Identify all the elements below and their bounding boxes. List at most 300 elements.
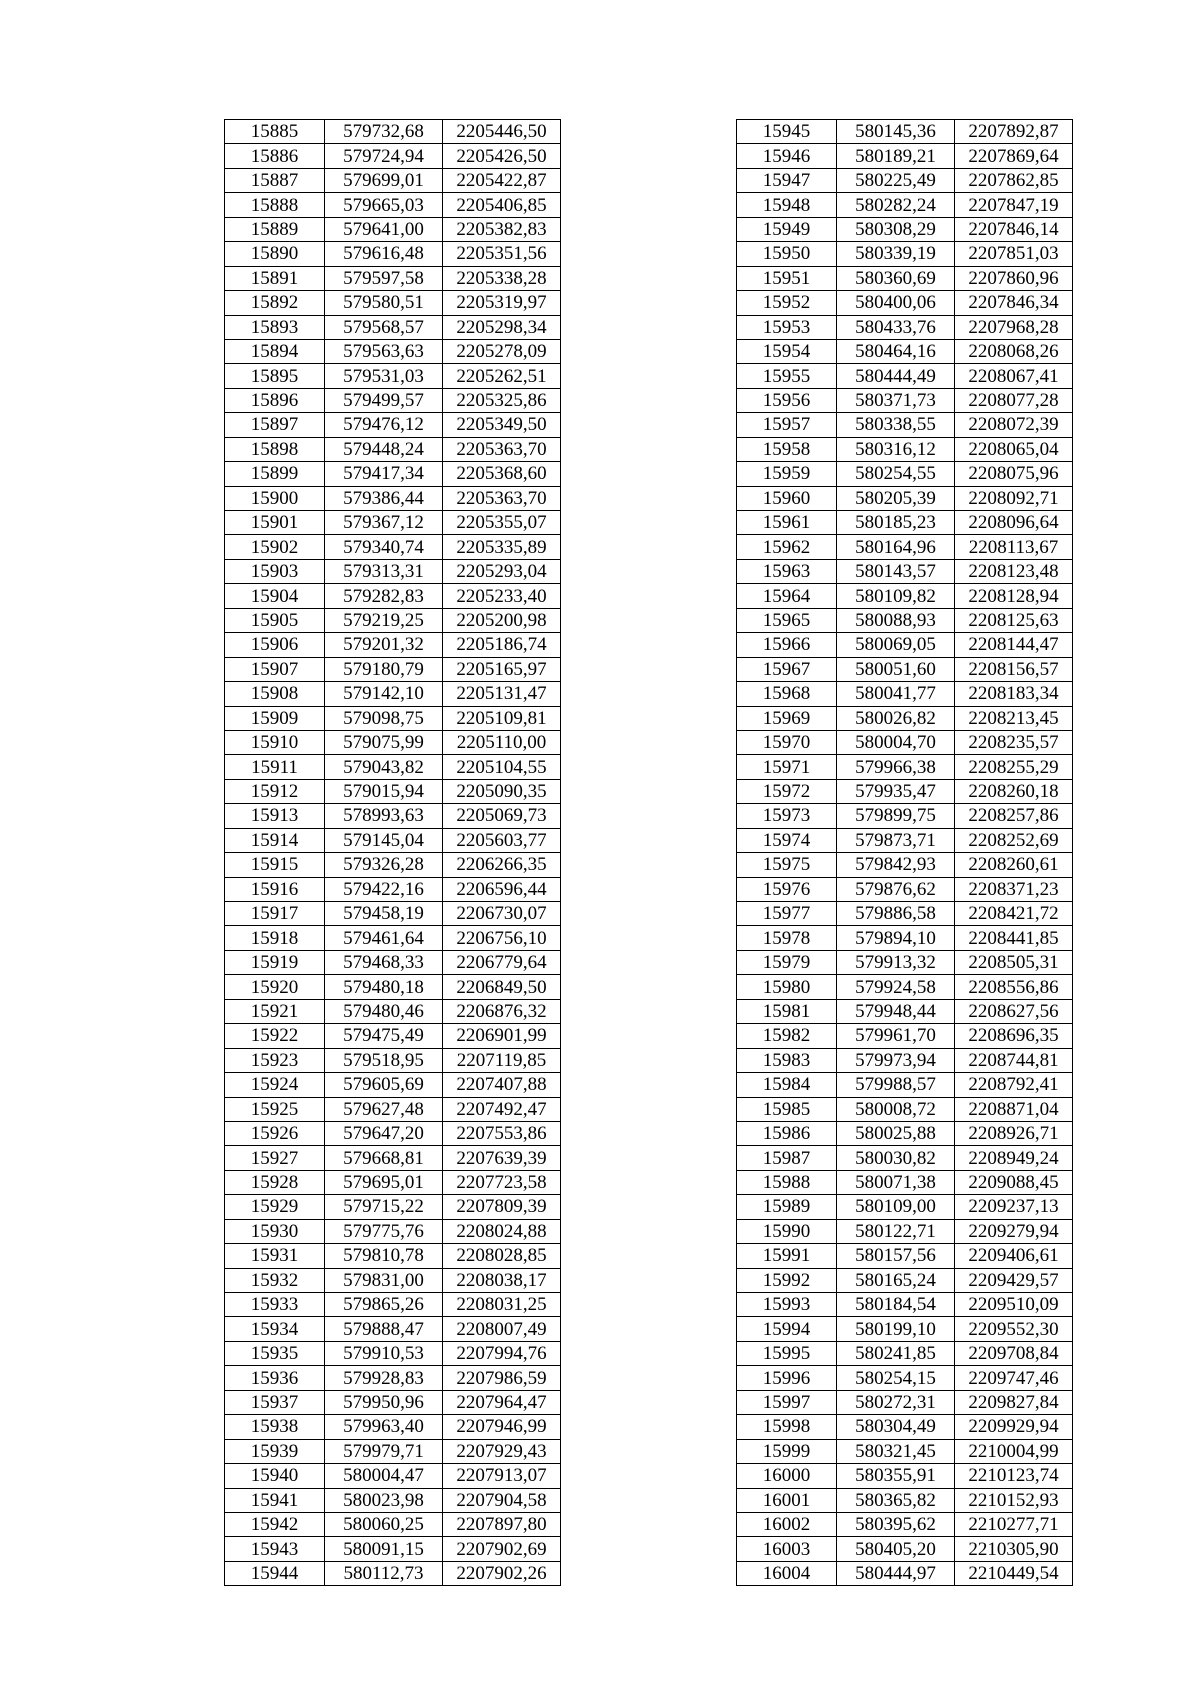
point-number-cell: 15943 — [225, 1537, 325, 1561]
table-row — [737, 975, 1073, 999]
table-row — [225, 1561, 561, 1585]
table-row — [737, 511, 1073, 535]
x-coordinate-cell: 580109,82 — [837, 584, 955, 608]
point-number-cell: 15927 — [225, 1146, 325, 1170]
x-coordinate-cell: 580041,77 — [837, 682, 955, 706]
x-coordinate-cell: 579647,20 — [325, 1121, 443, 1145]
table-row — [225, 339, 561, 363]
y-coordinate-cell: 2206901,99 — [443, 1024, 561, 1048]
x-coordinate-cell: 580008,72 — [837, 1097, 955, 1121]
x-coordinate-cell: 580145,36 — [837, 120, 955, 144]
y-coordinate-cell: 2206730,07 — [443, 902, 561, 926]
table-row — [737, 1488, 1073, 1512]
point-number-cell: 15964 — [737, 584, 837, 608]
y-coordinate-cell: 2207913,07 — [443, 1464, 561, 1488]
table-row — [737, 1024, 1073, 1048]
table-row — [225, 1366, 561, 1390]
x-coordinate-cell: 580060,25 — [325, 1512, 443, 1536]
point-number-cell: 15941 — [225, 1488, 325, 1512]
x-coordinate-cell: 579098,75 — [325, 706, 443, 730]
x-coordinate-cell: 579886,58 — [837, 902, 955, 926]
x-coordinate-cell: 579699,01 — [325, 168, 443, 192]
point-number-cell: 15896 — [225, 388, 325, 412]
table-row — [737, 999, 1073, 1023]
table-row — [737, 633, 1073, 657]
point-number-cell: 15950 — [737, 242, 837, 266]
point-number-cell: 15987 — [737, 1146, 837, 1170]
table-row — [737, 413, 1073, 437]
table-row — [225, 926, 561, 950]
y-coordinate-cell: 2208255,29 — [955, 755, 1073, 779]
y-coordinate-cell: 2208926,71 — [955, 1121, 1073, 1145]
y-coordinate-cell: 2208744,81 — [955, 1048, 1073, 1072]
point-number-cell: 15922 — [225, 1024, 325, 1048]
x-coordinate-cell: 579468,33 — [325, 950, 443, 974]
coordinate-table-body — [737, 120, 1073, 1586]
table-row — [225, 193, 561, 217]
y-coordinate-cell: 2208038,17 — [443, 1268, 561, 1292]
table-row — [225, 1244, 561, 1268]
y-coordinate-cell: 2208441,85 — [955, 926, 1073, 950]
y-coordinate-cell: 2205110,00 — [443, 730, 561, 754]
point-number-cell: 15995 — [737, 1341, 837, 1365]
coordinate-table-left — [224, 119, 561, 1586]
point-number-cell: 15905 — [225, 608, 325, 632]
y-coordinate-cell: 2205293,04 — [443, 559, 561, 583]
y-coordinate-cell: 2207862,85 — [955, 168, 1073, 192]
table-row — [225, 511, 561, 535]
point-number-cell: 15897 — [225, 413, 325, 437]
x-coordinate-cell: 580371,73 — [837, 388, 955, 412]
y-coordinate-cell: 2208252,69 — [955, 828, 1073, 852]
y-coordinate-cell: 2205363,70 — [443, 437, 561, 461]
table-row — [225, 1170, 561, 1194]
table-row — [225, 413, 561, 437]
table-row — [225, 1219, 561, 1243]
y-coordinate-cell: 2205186,74 — [443, 633, 561, 657]
y-coordinate-cell: 2207968,28 — [955, 315, 1073, 339]
table-row — [225, 1146, 561, 1170]
point-number-cell: 15929 — [225, 1195, 325, 1219]
table-row — [225, 706, 561, 730]
y-coordinate-cell: 2209929,94 — [955, 1415, 1073, 1439]
table-row — [737, 1439, 1073, 1463]
x-coordinate-cell: 579605,69 — [325, 1073, 443, 1097]
x-coordinate-cell: 579616,48 — [325, 242, 443, 266]
y-coordinate-cell: 2207994,76 — [443, 1341, 561, 1365]
table-row — [737, 755, 1073, 779]
table-row — [737, 535, 1073, 559]
x-coordinate-cell: 580091,15 — [325, 1537, 443, 1561]
point-number-cell: 15953 — [737, 315, 837, 339]
y-coordinate-cell: 2205298,34 — [443, 315, 561, 339]
point-number-cell: 15919 — [225, 950, 325, 974]
point-number-cell: 15976 — [737, 877, 837, 901]
point-number-cell: 15969 — [737, 706, 837, 730]
table-row — [225, 828, 561, 852]
y-coordinate-cell: 2205349,50 — [443, 413, 561, 437]
table-row — [737, 1366, 1073, 1390]
x-coordinate-cell: 579948,44 — [837, 999, 955, 1023]
point-number-cell: 15926 — [225, 1121, 325, 1145]
y-coordinate-cell: 2208028,85 — [443, 1244, 561, 1268]
y-coordinate-cell: 2207904,58 — [443, 1488, 561, 1512]
y-coordinate-cell: 2208505,31 — [955, 950, 1073, 974]
table-row — [225, 779, 561, 803]
x-coordinate-cell: 580026,82 — [837, 706, 955, 730]
table-row — [737, 1195, 1073, 1219]
y-coordinate-cell: 2205338,28 — [443, 266, 561, 290]
x-coordinate-cell: 579580,51 — [325, 291, 443, 315]
x-coordinate-cell: 579201,32 — [325, 633, 443, 657]
x-coordinate-cell: 579732,68 — [325, 120, 443, 144]
point-number-cell: 15904 — [225, 584, 325, 608]
x-coordinate-cell: 579950,96 — [325, 1390, 443, 1414]
x-coordinate-cell: 579873,71 — [837, 828, 955, 852]
table-row — [737, 1048, 1073, 1072]
x-coordinate-cell: 580464,16 — [837, 339, 955, 363]
table-row — [737, 1219, 1073, 1243]
point-number-cell: 15971 — [737, 755, 837, 779]
y-coordinate-cell: 2207119,85 — [443, 1048, 561, 1072]
table-row — [737, 853, 1073, 877]
table-row — [225, 1390, 561, 1414]
table-row — [225, 462, 561, 486]
point-number-cell: 15908 — [225, 682, 325, 706]
y-coordinate-cell: 2208556,86 — [955, 975, 1073, 999]
x-coordinate-cell: 580023,98 — [325, 1488, 443, 1512]
x-coordinate-cell: 580355,91 — [837, 1464, 955, 1488]
x-coordinate-cell: 579461,64 — [325, 926, 443, 950]
y-coordinate-cell: 2205104,55 — [443, 755, 561, 779]
point-number-cell: 15934 — [225, 1317, 325, 1341]
x-coordinate-cell: 580395,62 — [837, 1512, 955, 1536]
table-row — [225, 853, 561, 877]
y-coordinate-cell: 2207897,80 — [443, 1512, 561, 1536]
y-coordinate-cell: 2207639,39 — [443, 1146, 561, 1170]
y-coordinate-cell: 2209406,61 — [955, 1244, 1073, 1268]
point-number-cell: 15916 — [225, 877, 325, 901]
x-coordinate-cell: 579476,12 — [325, 413, 443, 437]
x-coordinate-cell: 579894,10 — [837, 926, 955, 950]
point-number-cell: 15902 — [225, 535, 325, 559]
point-number-cell: 15977 — [737, 902, 837, 926]
x-coordinate-cell: 580030,82 — [837, 1146, 955, 1170]
y-coordinate-cell: 2209279,94 — [955, 1219, 1073, 1243]
x-coordinate-cell: 579627,48 — [325, 1097, 443, 1121]
table-row — [737, 1170, 1073, 1194]
x-coordinate-cell: 580225,49 — [837, 168, 955, 192]
point-number-cell: 15978 — [737, 926, 837, 950]
point-number-cell: 15933 — [225, 1293, 325, 1317]
x-coordinate-cell: 579563,63 — [325, 339, 443, 363]
y-coordinate-cell: 2205109,81 — [443, 706, 561, 730]
x-coordinate-cell: 580122,71 — [837, 1219, 955, 1243]
point-number-cell: 16003 — [737, 1537, 837, 1561]
y-coordinate-cell: 2209237,13 — [955, 1195, 1073, 1219]
x-coordinate-cell: 579367,12 — [325, 511, 443, 535]
y-coordinate-cell: 2208144,47 — [955, 633, 1073, 657]
x-coordinate-cell: 579842,93 — [837, 853, 955, 877]
point-number-cell: 15993 — [737, 1293, 837, 1317]
x-coordinate-cell: 580339,19 — [837, 242, 955, 266]
table-row — [225, 1341, 561, 1365]
x-coordinate-cell: 580071,38 — [837, 1170, 955, 1194]
point-number-cell: 15967 — [737, 657, 837, 681]
point-number-cell: 15990 — [737, 1219, 837, 1243]
table-row — [737, 462, 1073, 486]
point-number-cell: 15907 — [225, 657, 325, 681]
table-row — [225, 1317, 561, 1341]
point-number-cell: 15947 — [737, 168, 837, 192]
point-number-cell: 15935 — [225, 1341, 325, 1365]
x-coordinate-cell: 579876,62 — [837, 877, 955, 901]
x-coordinate-cell: 579935,47 — [837, 779, 955, 803]
table-row — [737, 168, 1073, 192]
table-row — [737, 242, 1073, 266]
x-coordinate-cell: 579475,49 — [325, 1024, 443, 1048]
table-row — [737, 657, 1073, 681]
x-coordinate-cell: 580189,21 — [837, 144, 955, 168]
table-row — [225, 168, 561, 192]
table-row — [225, 266, 561, 290]
x-coordinate-cell: 580338,55 — [837, 413, 955, 437]
point-number-cell: 16001 — [737, 1488, 837, 1512]
y-coordinate-cell: 2205355,07 — [443, 511, 561, 535]
x-coordinate-cell: 579810,78 — [325, 1244, 443, 1268]
table-row — [225, 315, 561, 339]
point-number-cell: 15911 — [225, 755, 325, 779]
x-coordinate-cell: 579888,47 — [325, 1317, 443, 1341]
point-number-cell: 15951 — [737, 266, 837, 290]
y-coordinate-cell: 2205131,47 — [443, 682, 561, 706]
y-coordinate-cell: 2210277,71 — [955, 1512, 1073, 1536]
y-coordinate-cell: 2205368,60 — [443, 462, 561, 486]
y-coordinate-cell: 2207723,58 — [443, 1170, 561, 1194]
y-coordinate-cell: 2210004,99 — [955, 1439, 1073, 1463]
y-coordinate-cell: 2207407,88 — [443, 1073, 561, 1097]
point-number-cell: 15945 — [737, 120, 837, 144]
x-coordinate-cell: 579668,81 — [325, 1146, 443, 1170]
x-coordinate-cell: 579913,32 — [837, 950, 955, 974]
y-coordinate-cell: 2210123,74 — [955, 1464, 1073, 1488]
point-number-cell: 15991 — [737, 1244, 837, 1268]
x-coordinate-cell: 579724,94 — [325, 144, 443, 168]
table-row — [737, 828, 1073, 852]
point-number-cell: 15909 — [225, 706, 325, 730]
y-coordinate-cell: 2208068,26 — [955, 339, 1073, 363]
point-number-cell: 15915 — [225, 853, 325, 877]
x-coordinate-cell: 579015,94 — [325, 779, 443, 803]
table-row — [737, 1464, 1073, 1488]
y-coordinate-cell: 2209088,45 — [955, 1170, 1073, 1194]
x-coordinate-cell: 579988,57 — [837, 1073, 955, 1097]
y-coordinate-cell: 2205090,35 — [443, 779, 561, 803]
table-row — [737, 339, 1073, 363]
y-coordinate-cell: 2208156,57 — [955, 657, 1073, 681]
x-coordinate-cell: 580004,47 — [325, 1464, 443, 1488]
x-coordinate-cell: 579568,57 — [325, 315, 443, 339]
y-coordinate-cell: 2207929,43 — [443, 1439, 561, 1463]
y-coordinate-cell: 2205069,73 — [443, 804, 561, 828]
point-number-cell: 15936 — [225, 1366, 325, 1390]
x-coordinate-cell: 579282,83 — [325, 584, 443, 608]
table-row — [737, 926, 1073, 950]
point-number-cell: 15998 — [737, 1415, 837, 1439]
y-coordinate-cell: 2206266,35 — [443, 853, 561, 877]
x-coordinate-cell: 580205,39 — [837, 486, 955, 510]
x-coordinate-cell: 579963,40 — [325, 1415, 443, 1439]
y-coordinate-cell: 2205319,97 — [443, 291, 561, 315]
y-coordinate-cell: 2205351,56 — [443, 242, 561, 266]
table-row — [737, 315, 1073, 339]
x-coordinate-cell: 579924,58 — [837, 975, 955, 999]
table-row — [225, 144, 561, 168]
y-coordinate-cell: 2210305,90 — [955, 1537, 1073, 1561]
x-coordinate-cell: 580164,96 — [837, 535, 955, 559]
y-coordinate-cell: 2208260,18 — [955, 779, 1073, 803]
point-number-cell: 15979 — [737, 950, 837, 974]
x-coordinate-cell: 580321,45 — [837, 1439, 955, 1463]
table-row — [737, 1537, 1073, 1561]
x-coordinate-cell: 579961,70 — [837, 1024, 955, 1048]
x-coordinate-cell: 579480,46 — [325, 999, 443, 1023]
y-coordinate-cell: 2205200,98 — [443, 608, 561, 632]
x-coordinate-cell: 579865,26 — [325, 1293, 443, 1317]
table-row — [225, 608, 561, 632]
point-number-cell: 15917 — [225, 902, 325, 926]
y-coordinate-cell: 2208067,41 — [955, 364, 1073, 388]
point-number-cell: 15959 — [737, 462, 837, 486]
point-number-cell: 15890 — [225, 242, 325, 266]
table-row — [225, 1512, 561, 1536]
table-row — [225, 877, 561, 901]
y-coordinate-cell: 2208075,96 — [955, 462, 1073, 486]
point-number-cell: 15887 — [225, 168, 325, 192]
y-coordinate-cell: 2207809,39 — [443, 1195, 561, 1219]
table-row — [737, 1121, 1073, 1145]
x-coordinate-cell: 580051,60 — [837, 657, 955, 681]
x-coordinate-cell: 579641,00 — [325, 217, 443, 241]
x-coordinate-cell: 580157,56 — [837, 1244, 955, 1268]
y-coordinate-cell: 2207902,69 — [443, 1537, 561, 1561]
point-number-cell: 15985 — [737, 1097, 837, 1121]
y-coordinate-cell: 2209827,84 — [955, 1390, 1073, 1414]
y-coordinate-cell: 2209747,46 — [955, 1366, 1073, 1390]
y-coordinate-cell: 2205325,86 — [443, 388, 561, 412]
table-row — [737, 804, 1073, 828]
point-number-cell: 15986 — [737, 1121, 837, 1145]
table-row — [225, 1268, 561, 1292]
x-coordinate-cell: 580433,76 — [837, 315, 955, 339]
table-row — [737, 291, 1073, 315]
point-number-cell: 15900 — [225, 486, 325, 510]
table-row — [225, 1195, 561, 1219]
y-coordinate-cell: 2208949,24 — [955, 1146, 1073, 1170]
x-coordinate-cell: 579075,99 — [325, 730, 443, 754]
point-number-cell: 15895 — [225, 364, 325, 388]
x-coordinate-cell: 580304,49 — [837, 1415, 955, 1439]
y-coordinate-cell: 2208183,34 — [955, 682, 1073, 706]
x-coordinate-cell: 580308,29 — [837, 217, 955, 241]
x-coordinate-cell: 580282,24 — [837, 193, 955, 217]
point-number-cell: 15899 — [225, 462, 325, 486]
point-number-cell: 15948 — [737, 193, 837, 217]
point-number-cell: 15980 — [737, 975, 837, 999]
point-number-cell: 15996 — [737, 1366, 837, 1390]
y-coordinate-cell: 2206849,50 — [443, 975, 561, 999]
y-coordinate-cell: 2205603,77 — [443, 828, 561, 852]
x-coordinate-cell: 580069,05 — [837, 633, 955, 657]
point-number-cell: 15940 — [225, 1464, 325, 1488]
table-row — [737, 486, 1073, 510]
table-row — [737, 877, 1073, 901]
x-coordinate-cell: 579518,95 — [325, 1048, 443, 1072]
y-coordinate-cell: 2208077,28 — [955, 388, 1073, 412]
table-row — [737, 682, 1073, 706]
point-number-cell: 15992 — [737, 1268, 837, 1292]
x-coordinate-cell: 579899,75 — [837, 804, 955, 828]
y-coordinate-cell: 2209429,57 — [955, 1268, 1073, 1292]
x-coordinate-cell: 579910,53 — [325, 1341, 443, 1365]
y-coordinate-cell: 2208792,41 — [955, 1073, 1073, 1097]
point-number-cell: 15920 — [225, 975, 325, 999]
y-coordinate-cell: 2208235,57 — [955, 730, 1073, 754]
x-coordinate-cell: 578993,63 — [325, 804, 443, 828]
y-coordinate-cell: 2205426,50 — [443, 144, 561, 168]
y-coordinate-cell: 2207902,26 — [443, 1561, 561, 1585]
y-coordinate-cell: 2207846,34 — [955, 291, 1073, 315]
table-row — [737, 730, 1073, 754]
table-row — [737, 779, 1073, 803]
x-coordinate-cell: 579665,03 — [325, 193, 443, 217]
point-number-cell: 15960 — [737, 486, 837, 510]
point-number-cell: 15949 — [737, 217, 837, 241]
point-number-cell: 15957 — [737, 413, 837, 437]
table-row — [225, 584, 561, 608]
table-row — [225, 902, 561, 926]
x-coordinate-cell: 579979,71 — [325, 1439, 443, 1463]
point-number-cell: 15901 — [225, 511, 325, 535]
x-coordinate-cell: 580143,57 — [837, 559, 955, 583]
point-number-cell: 15962 — [737, 535, 837, 559]
point-number-cell: 15984 — [737, 1073, 837, 1097]
table-row — [225, 999, 561, 1023]
y-coordinate-cell: 2207986,59 — [443, 1366, 561, 1390]
x-coordinate-cell: 579043,82 — [325, 755, 443, 779]
table-row — [737, 608, 1073, 632]
y-coordinate-cell: 2208213,45 — [955, 706, 1073, 730]
table-row — [737, 950, 1073, 974]
point-number-cell: 15913 — [225, 804, 325, 828]
y-coordinate-cell: 2209510,09 — [955, 1293, 1073, 1317]
x-coordinate-cell: 579499,57 — [325, 388, 443, 412]
table-row — [225, 559, 561, 583]
x-coordinate-cell: 579145,04 — [325, 828, 443, 852]
point-number-cell: 15997 — [737, 1390, 837, 1414]
x-coordinate-cell: 580241,85 — [837, 1341, 955, 1365]
table-row — [225, 950, 561, 974]
y-coordinate-cell: 2205335,89 — [443, 535, 561, 559]
table-row — [737, 902, 1073, 926]
y-coordinate-cell: 2207964,47 — [443, 1390, 561, 1414]
y-coordinate-cell: 2205363,70 — [443, 486, 561, 510]
y-coordinate-cell: 2207846,14 — [955, 217, 1073, 241]
y-coordinate-cell: 2208065,04 — [955, 437, 1073, 461]
point-number-cell: 15944 — [225, 1561, 325, 1585]
point-number-cell: 15952 — [737, 291, 837, 315]
point-number-cell: 15889 — [225, 217, 325, 241]
